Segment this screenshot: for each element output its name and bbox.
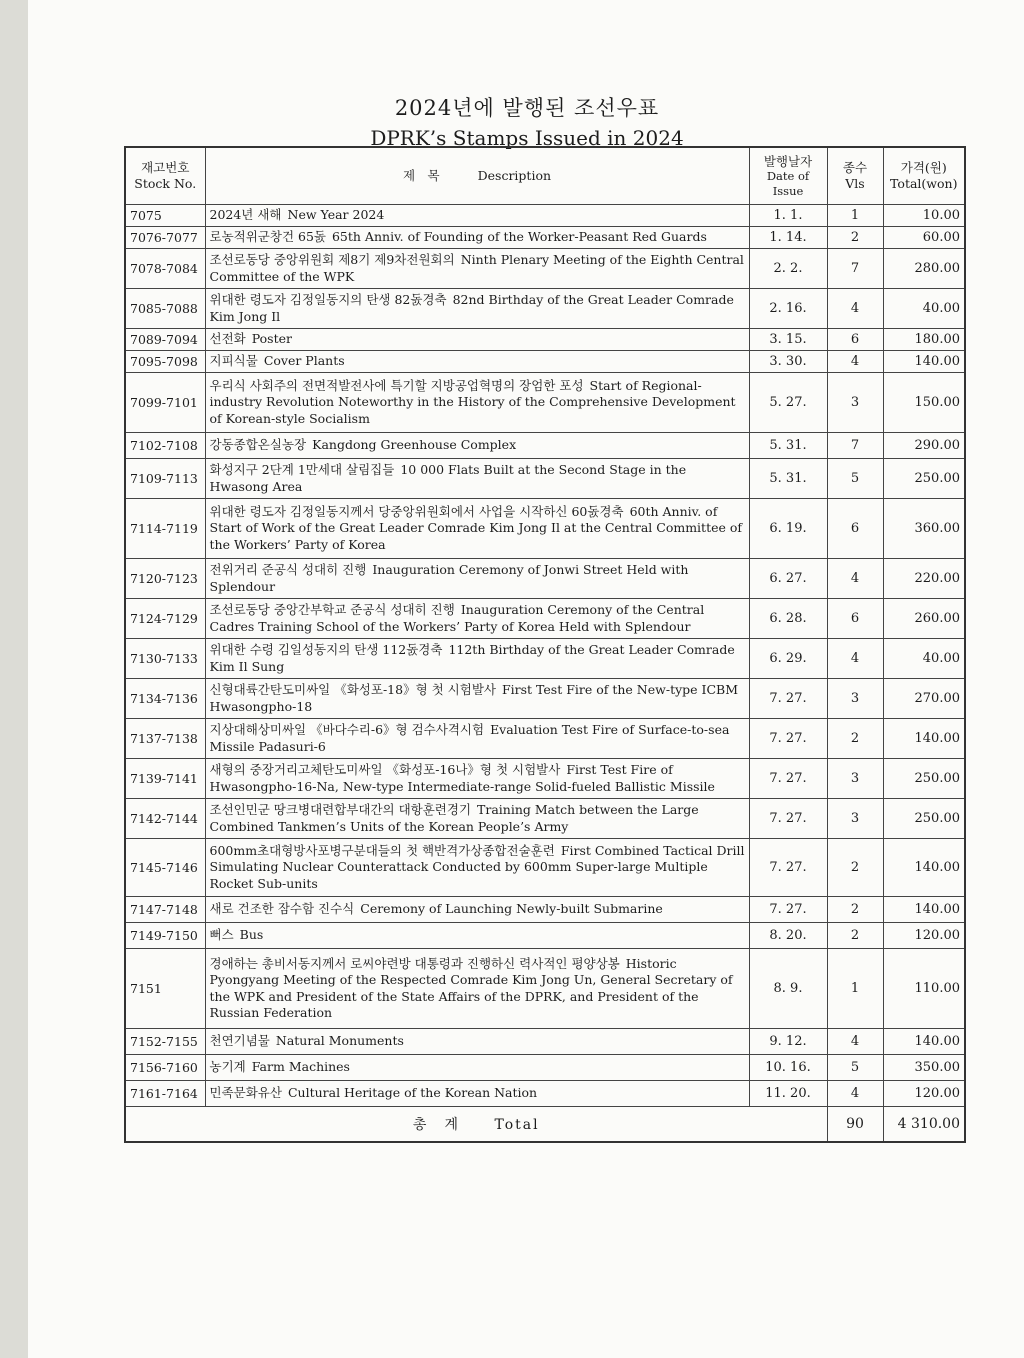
stamp-price: 120.00 [883, 923, 965, 949]
stamp-title [205, 205, 749, 227]
stamp-price: 180.00 [883, 329, 965, 351]
table-row [125, 897, 965, 923]
stamp-title-korean: 강동종합온실농장 [209, 437, 307, 453]
stock-number: 7075 [125, 205, 205, 227]
stamp-title-english: Farm Machines [251, 1059, 350, 1075]
stamp-title-korean: 새형의 중장거리고체탄도미싸일 《화성포-16나》형 첫 시험발사 [209, 762, 561, 777]
stamp-price: 40.00 [883, 639, 965, 679]
stamp-count: 5 [827, 459, 883, 499]
stamp-title-korean: 위대한 령도자 김정일동지의 탄생 82돐경축 [209, 292, 447, 307]
stamp-count: 4 [827, 639, 883, 679]
stamp-title [205, 1029, 749, 1055]
stamp-title-english: 112th Birthday of the Great Leader Comrade Kim Il Sung [209, 642, 735, 674]
stock-number: 7120-7123 [125, 559, 205, 599]
stamp-price: 110.00 [883, 949, 965, 1029]
stamp-title-english: Historic Pyongyang Meeting of the Respected Comrade Kim Jong Un, General Secretary of the WPK and President of the State Affairs of the DPRK, and President of the Russian Federation [209, 955, 733, 1020]
stock-number: 7089-7094 [125, 329, 205, 351]
stamp-price: 250.00 [883, 759, 965, 799]
issue-date: 7. 27. [749, 759, 827, 799]
stamp-price: 140.00 [883, 897, 965, 923]
total-label: 총 계 Total [125, 1107, 827, 1143]
header-vls: 종수 Vls [827, 147, 883, 205]
stamp-title-english: Poster [251, 331, 292, 347]
issue-date: 11. 20. [749, 1081, 827, 1107]
header-date: 발행날자 Date of Issue [749, 147, 827, 205]
stamp-price: 60.00 [883, 227, 965, 249]
stamp-title-english: 60th Anniv. of Start of Work of the Great Leader Comrade Kim Jong Il at the Central Committee of the Workers’ Party of Korea [209, 503, 743, 552]
stamp-title-english: First Test Fire of Hwasongpho-16-Na, New-type Intermediate-range Solid-fueled Ballistic Missile [209, 762, 715, 794]
stamp-title-english: First Combined Tactical Drill Simulating Nuclear Counterattack Conducted by 600mm Super-large Multiple Rocket Sub-units [209, 842, 745, 891]
stamp-title [205, 759, 749, 799]
issue-date: 3. 30. [749, 351, 827, 373]
table-row [125, 759, 965, 799]
title-korean: 2024년에 발행된 조선우표 [394, 96, 660, 120]
stock-number: 7078-7084 [125, 249, 205, 289]
stock-number: 7095-7098 [125, 351, 205, 373]
issue-date: 7. 27. [749, 679, 827, 719]
stamp-title [205, 839, 749, 897]
stamp-title [205, 599, 749, 639]
table-row [125, 923, 965, 949]
table-row [125, 559, 965, 599]
stamp-count: 7 [827, 249, 883, 289]
stamp-count: 2 [827, 897, 883, 923]
table-row [125, 329, 965, 351]
stamp-title-korean: 민족문화유산 [209, 1085, 282, 1101]
stamp-price: 140.00 [883, 719, 965, 759]
stock-number: 7149-7150 [125, 923, 205, 949]
issue-date: 6. 28. [749, 599, 827, 639]
table-row [125, 719, 965, 759]
issue-date: 7. 27. [749, 799, 827, 839]
stamp-count: 2 [827, 923, 883, 949]
stamp-price: 270.00 [883, 679, 965, 719]
stamp-count: 3 [827, 759, 883, 799]
stamp-title [205, 949, 749, 1029]
stamp-price: 140.00 [883, 839, 965, 897]
stamp-count: 6 [827, 329, 883, 351]
issue-date: 7. 27. [749, 897, 827, 923]
stamp-title-korean: 우리식 사회주의 전면적발전사에 특기할 지방공업혁명의 장엄한 포성 [209, 377, 584, 393]
table-row [125, 289, 965, 329]
stamp-title-english: Natural Monuments [275, 1033, 404, 1049]
stamp-price: 140.00 [883, 351, 965, 373]
stock-number: 7161-7164 [125, 1081, 205, 1107]
stamp-count: 3 [827, 373, 883, 433]
stamp-title-korean: 전위거리 준공식 성대히 진행 [209, 562, 367, 577]
stamp-count: 4 [827, 351, 883, 373]
issue-date: 8. 9. [749, 949, 827, 1029]
stamp-title-korean: 화성지구 2단계 1만세대 살림집들 [209, 462, 395, 477]
stamp-price: 10.00 [883, 205, 965, 227]
stamp-title [205, 1055, 749, 1081]
stamp-title-korean: 천연기념물 [209, 1033, 270, 1049]
header-stock: 재고번호 Stock No. [125, 147, 205, 205]
stamp-count: 4 [827, 1029, 883, 1055]
stamp-title-english: Kangdong Greenhouse Complex [312, 437, 517, 453]
stamp-title-english: Ninth Plenary Meeting of the Eighth Central Committee of the WPK [209, 252, 744, 284]
stamp-title [205, 923, 749, 949]
stamp-title-english: 82nd Birthday of the Great Leader Comrade Kim Jong Il [209, 292, 734, 324]
issue-date: 3. 15. [749, 329, 827, 351]
table-row [125, 459, 965, 499]
stamp-title-korean: 지피식물 [209, 353, 258, 369]
stamp-title-korean: 신형대륙간탄도미싸일 《화성포-18》형 첫 시험발사 [209, 682, 496, 697]
issue-date: 2. 2. [749, 249, 827, 289]
table-row [125, 249, 965, 289]
document-header [0, 92, 1024, 150]
stamp-price: 280.00 [883, 249, 965, 289]
issue-date: 9. 12. [749, 1029, 827, 1055]
stamp-count: 6 [827, 599, 883, 639]
issue-date: 5. 31. [749, 433, 827, 459]
stamp-title-english: Start of Regional-industry Revolution Noteworthy in the History of the Comprehensive Development of Korean-style Socialism [209, 377, 736, 426]
table-row [125, 227, 965, 249]
stamp-title [205, 799, 749, 839]
stock-number: 7156-7160 [125, 1055, 205, 1081]
stamp-title [205, 499, 749, 559]
issue-date: 6. 19. [749, 499, 827, 559]
total-vls: 90 [827, 1107, 883, 1143]
issue-date: 2. 16. [749, 289, 827, 329]
stamp-title-english: Training Match between the Large Combined Tankmen’s Units of the Korean People’s Army [209, 802, 699, 834]
stamp-title-korean: 위대한 수령 김일성동지의 탄생 112돐경축 [209, 642, 443, 657]
issue-date: 7. 27. [749, 839, 827, 897]
stamp-count: 4 [827, 289, 883, 329]
stamp-title-korean: 조선인민군 땅크병대련합부대간의 대항훈련경기 [209, 802, 472, 817]
stamp-price: 150.00 [883, 373, 965, 433]
issue-date: 10. 16. [749, 1055, 827, 1081]
stock-number: 7137-7138 [125, 719, 205, 759]
stock-number: 7076-7077 [125, 227, 205, 249]
stamp-price: 120.00 [883, 1081, 965, 1107]
stamp-title-korean: 뻐스 [209, 927, 234, 943]
stock-number: 7085-7088 [125, 289, 205, 329]
stamp-price: 360.00 [883, 499, 965, 559]
stamp-price: 220.00 [883, 559, 965, 599]
stamp-title-english: New Year 2024 [287, 207, 385, 223]
stamp-title-english: Inauguration Ceremony of Jonwi Street Held with Splendour [209, 562, 689, 594]
stock-number: 7099-7101 [125, 373, 205, 433]
stamp-title [205, 289, 749, 329]
stamp-title [205, 1081, 749, 1107]
stock-number: 7145-7146 [125, 839, 205, 897]
stamp-title [205, 719, 749, 759]
stamp-price: 140.00 [883, 1029, 965, 1055]
issue-date: 8. 20. [749, 923, 827, 949]
stamp-count: 5 [827, 1055, 883, 1081]
stamps-table [124, 146, 966, 1143]
issue-date: 6. 27. [749, 559, 827, 599]
stamp-count: 2 [827, 227, 883, 249]
stamp-title-korean: 선전화 [209, 331, 246, 347]
stamp-title-english: Bus [239, 927, 264, 943]
table-row [125, 499, 965, 559]
stock-number: 7139-7141 [125, 759, 205, 799]
stamp-title-english: First Test Fire of the New-type ICBM Hwasongpho-18 [209, 682, 739, 714]
stock-number: 7134-7136 [125, 679, 205, 719]
stamp-title-korean: 농기계 [209, 1059, 246, 1075]
header-row [125, 147, 965, 205]
stamp-title [205, 897, 749, 923]
issue-date: 1. 14. [749, 227, 827, 249]
issue-date: 1. 1. [749, 205, 827, 227]
table-row [125, 599, 965, 639]
stamp-count: 1 [827, 949, 883, 1029]
stamp-title [205, 459, 749, 499]
stamp-title [205, 249, 749, 289]
stamp-price: 40.00 [883, 289, 965, 329]
stamp-title [205, 433, 749, 459]
stamp-title-korean: 위대한 령도자 김정일동지께서 당중앙위원회에서 사업을 시작하신 60돐경축 [209, 503, 624, 519]
stamp-title-korean: 조선로동당 중앙위원회 제8기 제9차전원회의 [209, 252, 455, 267]
stamp-count: 2 [827, 719, 883, 759]
table-row [125, 799, 965, 839]
table-row [125, 679, 965, 719]
stamp-title-korean: 조선로동당 중앙간부학교 준공식 성대히 진행 [209, 602, 455, 617]
table-row [125, 639, 965, 679]
total-row [125, 1107, 965, 1143]
stamp-count: 4 [827, 1081, 883, 1107]
stamp-price: 350.00 [883, 1055, 965, 1081]
stamp-count: 7 [827, 433, 883, 459]
stamp-price: 250.00 [883, 459, 965, 499]
stamp-title [205, 559, 749, 599]
table-row [125, 351, 965, 373]
total-price: 4 310.00 [883, 1107, 965, 1143]
stamp-count: 3 [827, 679, 883, 719]
stamp-title-korean: 600mm초대형방사포병구분대들의 첫 핵반격가상종합전술훈련 [209, 842, 555, 858]
stamp-title-english: 65th Anniv. of Founding of the Worker-Peasant Red Guards [331, 229, 707, 245]
stamp-count: 6 [827, 499, 883, 559]
table-row [125, 373, 965, 433]
header-price: 가격(원) Total(won) [883, 147, 965, 205]
stock-number: 7109-7113 [125, 459, 205, 499]
table-row [125, 1029, 965, 1055]
issue-date: 5. 27. [749, 373, 827, 433]
stock-number: 7142-7144 [125, 799, 205, 839]
stamp-title [205, 639, 749, 679]
stamp-price: 260.00 [883, 599, 965, 639]
stamp-title-korean: 지상대해상미싸일 《바다수리-6》형 검수사격시험 [209, 722, 485, 737]
issue-date: 5. 31. [749, 459, 827, 499]
table-row [125, 949, 965, 1029]
stock-number: 7151 [125, 949, 205, 1029]
stamp-title [205, 679, 749, 719]
stamp-title [205, 351, 749, 373]
stock-number: 7102-7108 [125, 433, 205, 459]
stamp-title [205, 373, 749, 433]
stamp-title-english: Inauguration Ceremony of the Central Cadres Training School of the Workers’ Party of Korea Held with Splendour [209, 602, 705, 634]
table-row [125, 205, 965, 227]
stamp-count: 3 [827, 799, 883, 839]
table-row [125, 433, 965, 459]
stamp-title-english: 10 000 Flats Built at the Second Stage in the Hwasong Area [209, 462, 687, 494]
stock-number: 7114-7119 [125, 499, 205, 559]
stamp-title-korean: 새로 건조한 잠수함 진수식 [209, 901, 355, 917]
stamp-title-english: Ceremony of Launching Newly-built Submarine [360, 901, 663, 917]
stamp-title [205, 227, 749, 249]
stamp-title-english: Cultural Heritage of the Korean Nation [287, 1085, 538, 1101]
stock-number: 7124-7129 [125, 599, 205, 639]
title-english: DPRK’s Stamps Issued in 2024 [370, 126, 684, 150]
issue-date: 6. 29. [749, 639, 827, 679]
table-row [125, 1081, 965, 1107]
stamp-count: 1 [827, 205, 883, 227]
table-body [125, 205, 965, 1107]
issue-date: 7. 27. [749, 719, 827, 759]
stamp-count: 2 [827, 839, 883, 897]
stamp-title [205, 329, 749, 351]
header-description: 제 목 Description [205, 147, 749, 205]
stock-number: 7147-7148 [125, 897, 205, 923]
stamp-price: 290.00 [883, 433, 965, 459]
stock-number: 7130-7133 [125, 639, 205, 679]
stamp-title-english: Evaluation Test Fire of Surface-to-sea Missile Padasuri-6 [209, 722, 730, 754]
stamp-count: 4 [827, 559, 883, 599]
table-row [125, 1055, 965, 1081]
stamp-title-korean: 로농적위군창건 65돐 [209, 229, 326, 245]
table-row [125, 839, 965, 897]
stamp-price: 250.00 [883, 799, 965, 839]
stamp-title-korean: 2024년 새해 [209, 207, 282, 223]
stock-number: 7152-7155 [125, 1029, 205, 1055]
stamp-title-korean: 경애하는 총비서동지께서 로씨야련방 대통령과 진행하신 력사적인 평양상봉 [209, 955, 620, 971]
stamp-title-english: Cover Plants [263, 353, 345, 369]
